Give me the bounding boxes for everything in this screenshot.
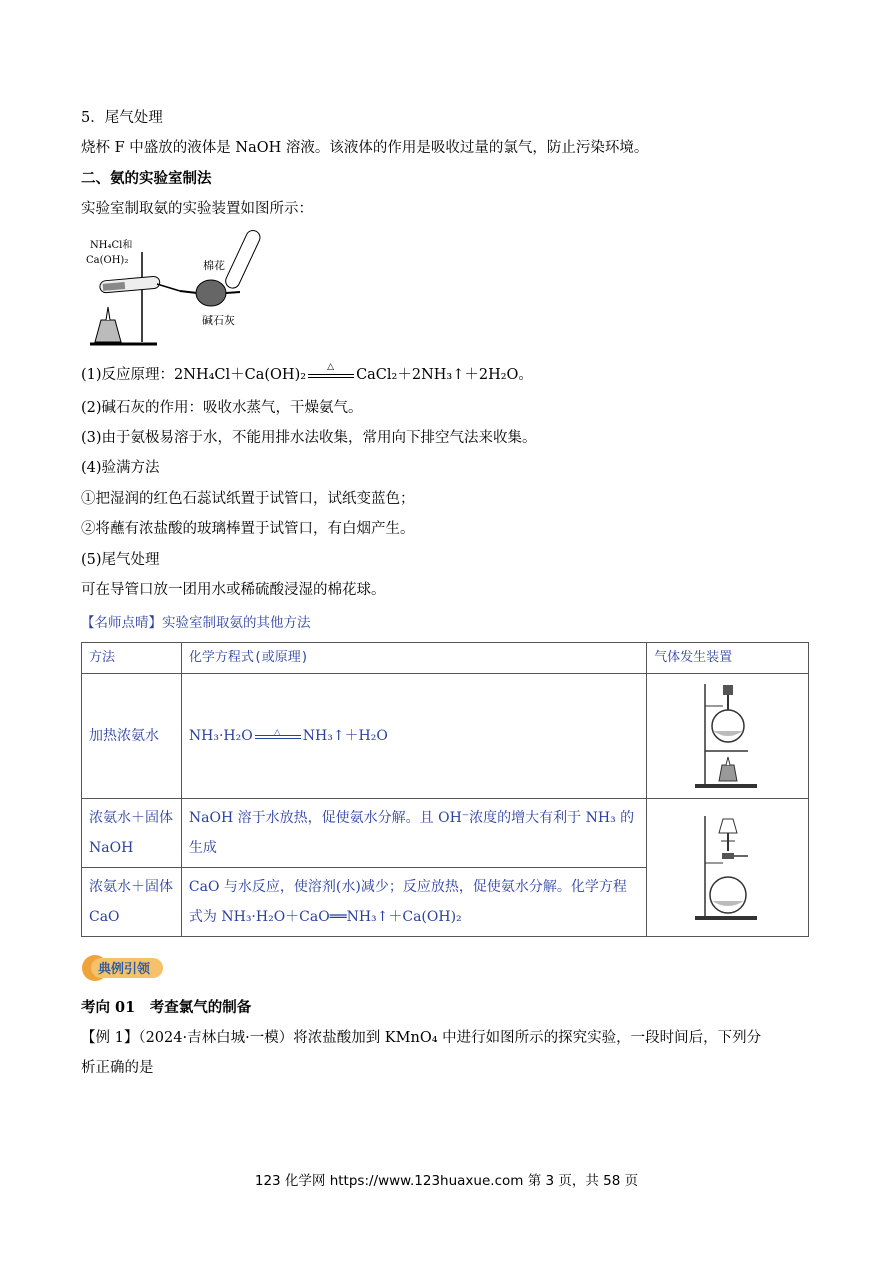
item-4a: ①把湿润的红色石蕊试纸置于试管口，试纸变蓝色； [81,491,415,507]
table-row [82,799,809,868]
item-3: (3)由于氨极易溶于水，不能用排水法收集，常用向下排空气法来收集。 [81,430,537,446]
typical-example-badge [81,953,171,983]
apparatus-cell [647,799,809,937]
item-1-right: CaCl₂＋2NH₃↑＋2H₂O。 [356,367,533,383]
table-header-row [82,643,809,674]
item-1-prefix: (1)反应原理： [81,367,175,383]
method-cell: 加热浓氨水 [82,674,182,799]
item-5-text: 可在导管口放一团用水或稀硫酸浸湿的棉花球。 [81,582,386,598]
section-5-title: 5．尾气处理 [81,110,163,126]
item-4b: ②将蘸有浓盐酸的玻璃棒置于试管口，有白烟产生。 [81,521,415,537]
figure-label-soda-lime: 碱石灰 [202,314,235,327]
item-1-reaction [81,362,533,385]
page-footer: 123 化学网 https://www.123huaxue.com 第 3 页，共 58 页 [254,1173,639,1189]
equation-cell: NH₃·H₂O △ NH₃↑＋H₂O [181,674,646,799]
example-question-line-2: 析正确的是 [81,1060,154,1076]
example-heading: 考向 01 考查氯气的制备 [81,999,252,1016]
dropping-funnel-flask-apparatus-icon [693,813,763,923]
heat-condition [308,362,354,382]
methods-table [81,642,809,937]
principle-cell: CaO 与水反应，使溶剂(水)减少；反应放热，促使氨水分解。化学方程式为 NH₃·H₂O＋CaO══NH₃↑＋Ca(OH)₂ [181,868,646,937]
method-cell: 浓氨水＋固体 NaOH [82,799,182,868]
table-header: 化学方程式(或原理) [181,643,646,674]
section-heading: 二、氨的实验室制法 [81,170,212,187]
method-cell: 浓氨水＋固体 CaO [82,868,182,937]
section-intro: 实验室制取氨的实验装置如图所示： [81,201,313,217]
heating-flask-apparatus-icon [693,681,763,791]
item-5: (5)尾气处理 [81,552,160,568]
table-row [82,674,809,799]
figure-label-reagent-1: NH₄Cl和 [90,240,133,251]
item-4: (4)验满方法 [81,460,160,476]
table-header: 方法 [82,643,182,674]
principle-cell: NaOH 溶于水放热，促使氨水分解。且 OH⁻浓度的增大有利于 NH₃ 的生成 [181,799,646,868]
section-5-text: 烧杯 F 中盛放的液体是 NaOH 溶液。该液体的作用是吸收过量的氯气，防止污染环境。 [81,140,649,156]
figure-label-cotton: 棉花 [203,259,225,272]
table-header: 气体发生装置 [647,643,809,674]
teacher-tip: 【名师点晴】实验室制取氨的其他方法 [81,615,311,631]
apparatus-cell [647,674,809,799]
item-2: (2)碱石灰的作用：吸收水蒸气，干燥氨气。 [81,400,363,416]
badge-label: 典例引领 [98,962,151,977]
ammonia-apparatus-figure [85,227,265,349]
example-question-line-1: 【例 1】（2024·吉林白城·一模）将浓盐酸加到 KMnO₄ 中进行如图所示的探究实验，一段时间后，下列分 [81,1030,762,1046]
heat-triangle: △ [327,362,334,372]
figure-label-reagent-2: Ca(OH)₂ [86,255,129,266]
item-1-left: 2NH₄Cl＋Ca(OH)₂ [174,367,307,383]
